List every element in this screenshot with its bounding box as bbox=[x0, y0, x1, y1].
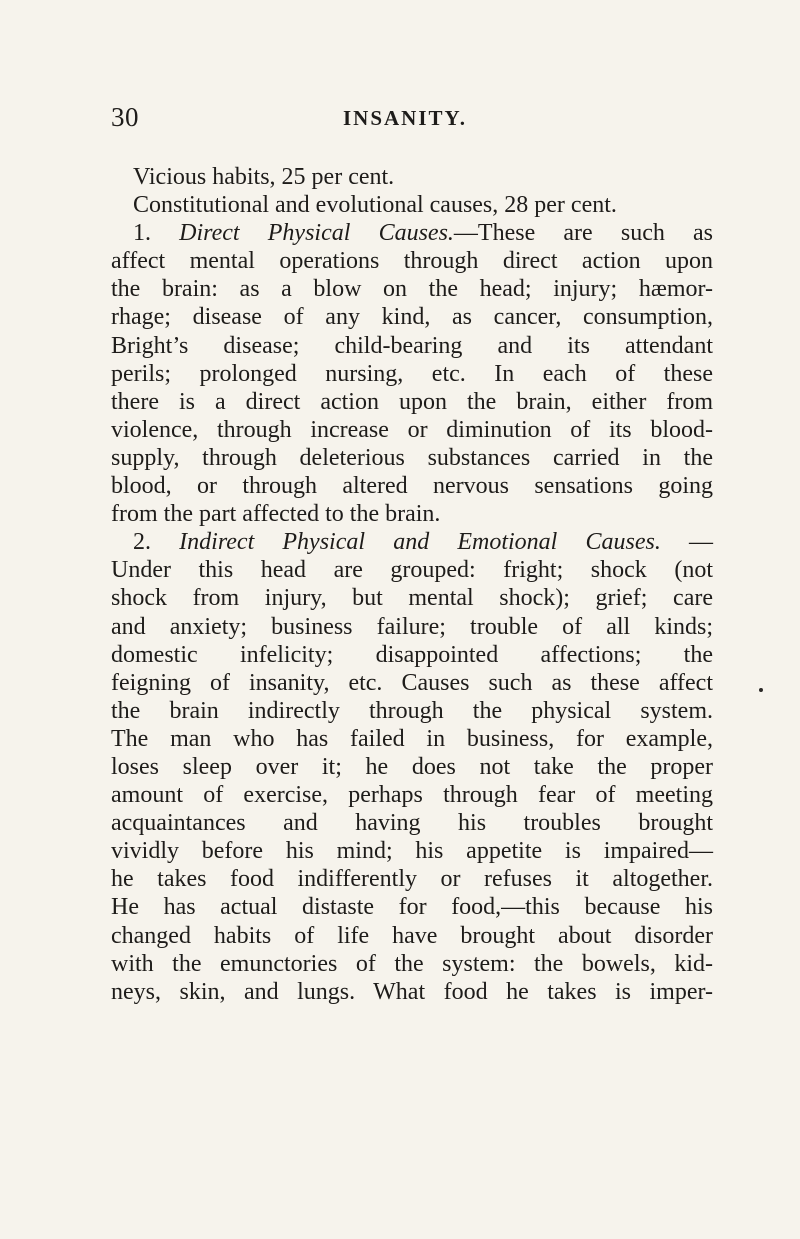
text-line: vividly before his mind; his appetite is impaired— bbox=[111, 838, 713, 865]
text-line: loses sleep over it; he does not take the proper bbox=[111, 753, 713, 780]
text-line: feigning of insanity, etc. Causes such as these affect bbox=[111, 669, 713, 696]
text-line: violence, through increase or diminution of its blood- bbox=[111, 416, 713, 443]
text-line: supply, through deleterious substances carried in the bbox=[111, 444, 713, 471]
text-line: the brain: as a blow on the head; injury; hæmor- bbox=[111, 276, 713, 303]
section-number: 2. bbox=[133, 529, 151, 556]
text-line: neys, skin, and lungs. What food he takes is imper- bbox=[111, 978, 713, 1005]
section-number: 1. bbox=[133, 220, 151, 247]
text-line: He has actual distaste for food,—this because his bbox=[111, 894, 713, 921]
text-line: Constitutional and evolutional causes, 28 per cent. bbox=[133, 192, 617, 219]
page-number: 30 bbox=[111, 102, 139, 132]
text-line: and anxiety; business failure; trouble of all kinds; bbox=[111, 613, 713, 640]
text-line: Under this head are grouped: fright; shock (not bbox=[111, 557, 713, 584]
text-line: shock from injury, but mental shock); grief; care bbox=[111, 585, 713, 612]
text-line: perils; prolonged nursing, etc. In each of these bbox=[111, 360, 713, 387]
text-line: from the part affected to the brain. bbox=[111, 501, 441, 528]
text-line: blood, or through altered nervous sensations going bbox=[111, 473, 713, 500]
body-text bbox=[111, 163, 713, 1006]
section-heading-rest: — bbox=[660, 529, 713, 556]
running-title: INSANITY. bbox=[343, 106, 468, 130]
section-title: Direct Physical Causes. bbox=[179, 220, 454, 247]
section-heading-line bbox=[111, 528, 713, 556]
text-line: acquaintances and having his troubles brought bbox=[111, 810, 713, 837]
section-heading-line bbox=[111, 219, 713, 247]
running-head bbox=[111, 102, 713, 132]
text-line: amount of exercise, perhaps through fear of meeting bbox=[111, 782, 713, 809]
text-line: he takes food indifferently or refuses it altogether. bbox=[111, 866, 713, 893]
margin-mark bbox=[759, 688, 763, 692]
text-line: changed habits of life have brought about disorder bbox=[111, 922, 713, 949]
text-line: rhage; disease of any kind, as cancer, consumption, bbox=[111, 304, 713, 331]
text-line: there is a direct action upon the brain, either from bbox=[111, 388, 713, 415]
text-line: Vicious habits, 25 per cent. bbox=[133, 164, 395, 190]
text-line: the brain indirectly through the physical system. bbox=[111, 697, 713, 724]
text-line: with the emunctories of the system: the bowels, kid- bbox=[111, 950, 713, 977]
section-title: Indirect Physical and Emotional Causes. bbox=[179, 529, 661, 556]
text-line: domestic infelicity; disappointed affections; the bbox=[111, 641, 713, 668]
text-line: Bright’s disease; child-bearing and its attendant bbox=[111, 332, 713, 359]
text-line: affect mental operations through direct action upon bbox=[111, 248, 713, 275]
text-line: The man who has failed in business, for example, bbox=[111, 725, 713, 752]
section-heading-rest: —These are such as bbox=[453, 220, 714, 247]
